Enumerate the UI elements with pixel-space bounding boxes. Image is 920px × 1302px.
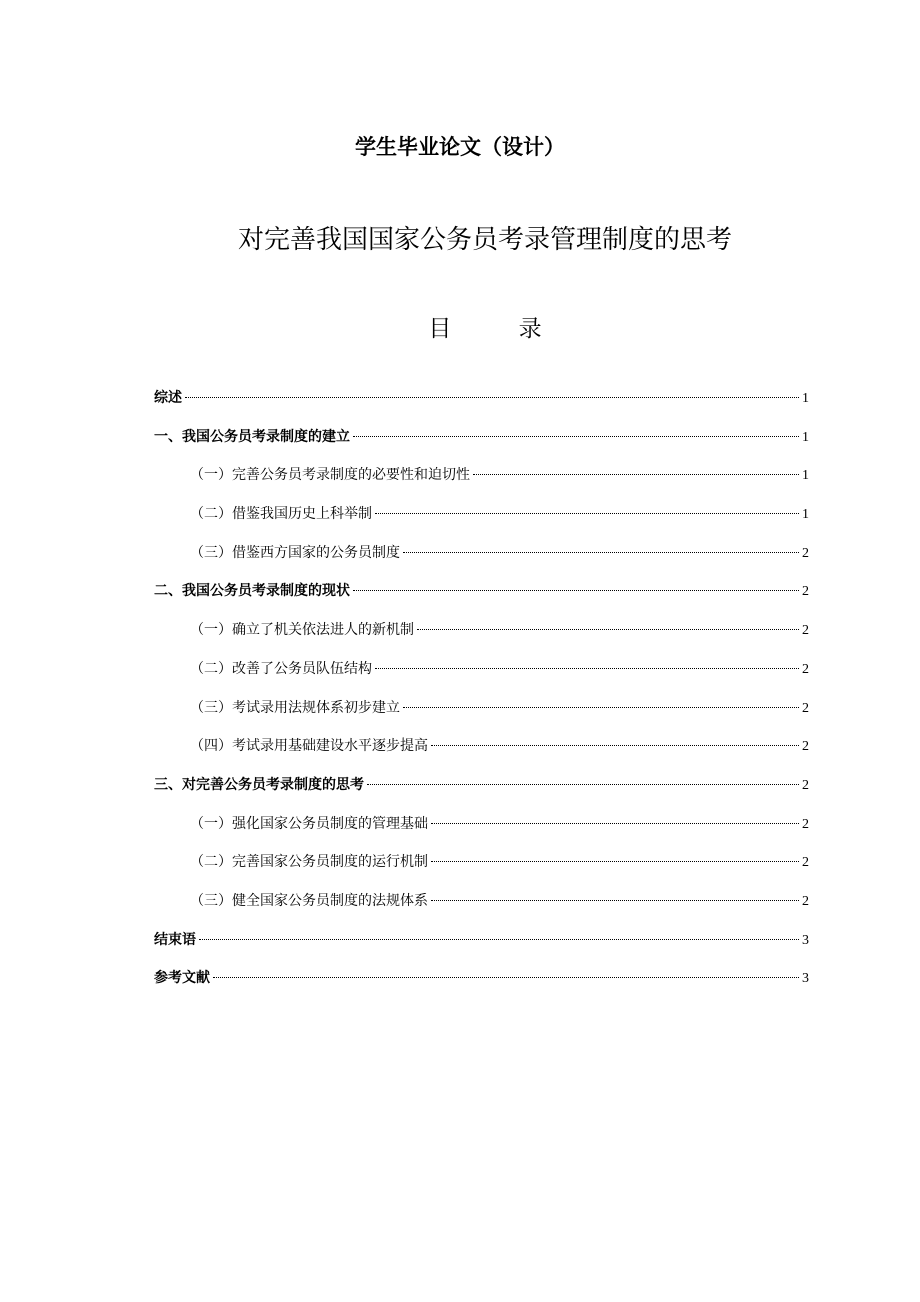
table-of-contents bbox=[154, 387, 809, 1006]
toc-entry-text: 二、我国公务员考录制度的现状 bbox=[154, 583, 350, 600]
toc-page-number: 2 bbox=[802, 584, 809, 600]
toc-page-number: 1 bbox=[802, 391, 809, 406]
toc-entry-text: （三）借鉴西方国家的公务员制度 bbox=[190, 544, 400, 561]
toc-entry-text: （一）强化国家公务员制度的管理基础 bbox=[190, 815, 428, 832]
toc-entry[interactable] bbox=[154, 813, 809, 852]
toc-entry[interactable] bbox=[154, 464, 809, 503]
toc-page-number: 3 bbox=[802, 971, 809, 987]
toc-entry[interactable] bbox=[154, 619, 809, 658]
toc-entry[interactable] bbox=[154, 542, 809, 581]
document-type-label: 学生毕业论文（设计） bbox=[355, 135, 565, 159]
toc-heading: 目 录 bbox=[428, 316, 572, 342]
toc-dot-leader bbox=[431, 861, 799, 862]
toc-entry-text: 结束语 bbox=[154, 931, 196, 948]
toc-dot-leader bbox=[473, 474, 799, 475]
toc-entry[interactable] bbox=[154, 774, 809, 813]
toc-page-number: 1 bbox=[802, 507, 809, 523]
toc-dot-leader bbox=[431, 745, 799, 746]
toc-entry-text: 三、对完善公务员考录制度的思考 bbox=[154, 776, 364, 793]
toc-page-number: 2 bbox=[802, 700, 809, 716]
toc-entry[interactable] bbox=[154, 890, 809, 929]
toc-entry[interactable] bbox=[154, 387, 809, 426]
toc-dot-leader bbox=[375, 668, 799, 669]
toc-entry-text: （二）借鉴我国历史上科举制 bbox=[190, 506, 372, 523]
toc-page-number: 3 bbox=[802, 932, 809, 948]
toc-page-number: 2 bbox=[802, 777, 809, 793]
toc-entry-text: 综述 bbox=[154, 390, 182, 406]
toc-dot-leader bbox=[353, 436, 799, 437]
toc-entry[interactable] bbox=[154, 851, 809, 890]
toc-page-number: 2 bbox=[802, 739, 809, 755]
toc-page-number: 2 bbox=[802, 893, 809, 909]
toc-entry[interactable] bbox=[154, 580, 809, 619]
toc-page-number: 2 bbox=[802, 661, 809, 677]
toc-page-number: 2 bbox=[802, 545, 809, 561]
toc-entry-text: 参考文献 bbox=[154, 970, 210, 987]
toc-entry-text: （三）考试录用法规体系初步建立 bbox=[190, 699, 400, 716]
toc-entry-text: （四）考试录用基础建设水平逐步提高 bbox=[190, 738, 428, 755]
toc-dot-leader bbox=[403, 552, 799, 553]
toc-dot-leader bbox=[375, 513, 799, 514]
toc-dot-leader bbox=[367, 784, 799, 785]
toc-entry-text: 一、我国公务员考录制度的建立 bbox=[154, 428, 350, 445]
toc-entry[interactable] bbox=[154, 426, 809, 465]
toc-entry[interactable] bbox=[154, 503, 809, 542]
toc-dot-leader bbox=[199, 939, 799, 940]
toc-page-number: 2 bbox=[802, 816, 809, 832]
toc-entry[interactable] bbox=[154, 697, 809, 736]
toc-dot-leader bbox=[353, 590, 799, 591]
toc-page-number: 2 bbox=[802, 855, 809, 871]
toc-page-number: 1 bbox=[802, 429, 809, 445]
toc-dot-leader bbox=[431, 823, 799, 824]
toc-dot-leader bbox=[417, 629, 799, 630]
toc-dot-leader bbox=[431, 900, 799, 901]
toc-entry-text: （二）改善了公务员队伍结构 bbox=[190, 660, 372, 677]
toc-page-number: 2 bbox=[802, 623, 809, 639]
toc-entry[interactable] bbox=[154, 967, 809, 1006]
toc-dot-leader bbox=[185, 397, 799, 398]
toc-dot-leader bbox=[213, 977, 799, 978]
toc-page-number: 1 bbox=[802, 468, 809, 484]
toc-entry[interactable] bbox=[154, 658, 809, 697]
toc-entry-text: （一）完善公务员考录制度的必要性和迫切性 bbox=[190, 467, 470, 484]
toc-dot-leader bbox=[403, 707, 799, 708]
toc-entry[interactable] bbox=[154, 735, 809, 774]
toc-entry-text: （三）健全国家公务员制度的法规体系 bbox=[190, 892, 428, 909]
toc-entry-text: （二）完善国家公务员制度的运行机制 bbox=[190, 854, 428, 871]
toc-entry-text: （一）确立了机关依法进人的新机制 bbox=[190, 622, 414, 639]
toc-entry[interactable] bbox=[154, 929, 809, 968]
thesis-title: 对完善我国国家公务员考录管理制度的思考 bbox=[237, 225, 732, 255]
